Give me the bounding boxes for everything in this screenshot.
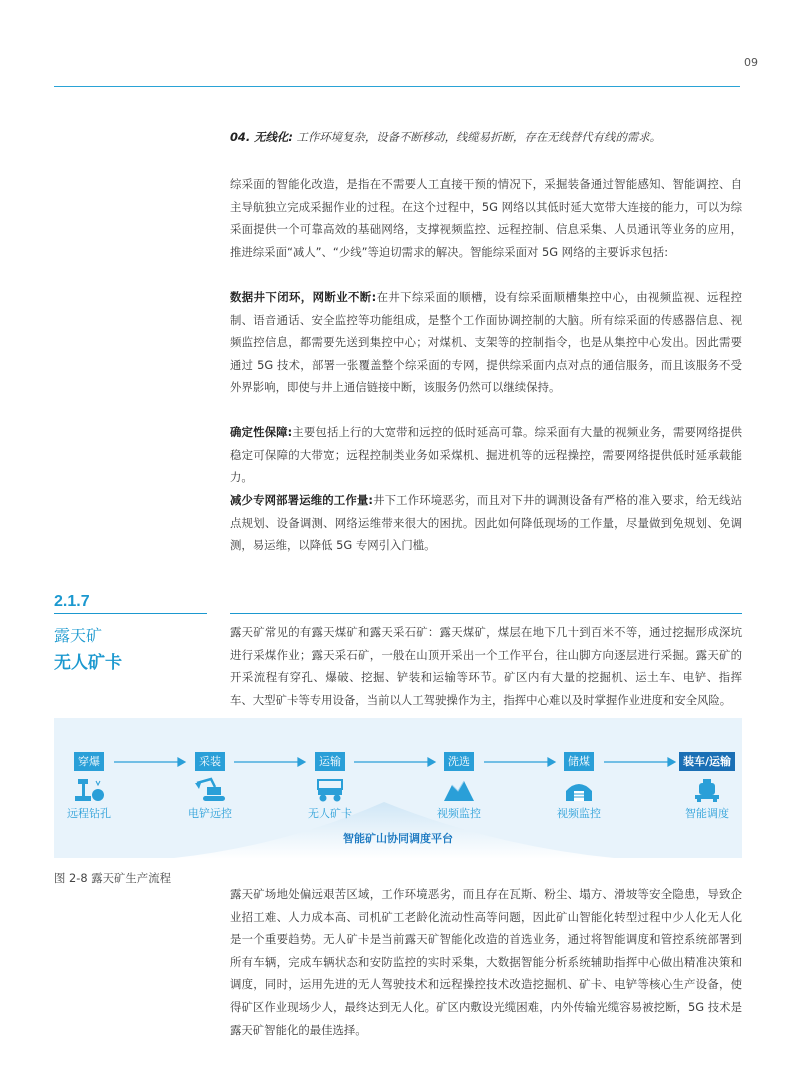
requirement-1-text: 在井下综采面的顺槽，设有综采面顺槽集控中心，由视频监视、远程控制、语音通话、安全监控等功能组成，是整个工作面协调控制的大脑。所有综采面的传感器信息、视频监控信息，都需要先送到集控中心；对煤机、支架等的控制指令，也是从集控中心发出。因此需要通过 5G 技术，部署一张覆盖整个综采面的专网，提供综采面内点对点的通信服务，而且该服务不受外界影响，即使与井上通信链接中断，该服务仍然可以继续保持。 (230, 290, 742, 395)
flow-step-transport (285, 750, 375, 821)
step-tag: 储煤 (564, 752, 594, 771)
figure-caption: 图 2-8 露天矿生产流程 (54, 871, 171, 885)
step-label: 无人矿卡 (308, 807, 352, 820)
requirement-3-label: 减少专网部署运维的工作量: (230, 493, 373, 507)
step-tag: 运输 (315, 752, 345, 771)
item-04 (230, 126, 742, 149)
requirement-1-label: 数据井下闭环，网断业不断: (230, 290, 377, 304)
step-tag: 穿爆 (74, 752, 104, 771)
requirement-2-label: 确定性保障: (230, 425, 293, 439)
requirement-3-text: 井下工作环境恶劣，而且对下井的调测设备有严格的准入要求，给无线站点规划、设备调测、网络运维带来很大的困扰。因此如何降低现场的工作量，尽量做到免规划、免调测，易运维，以降低 5G 专网引入门槛。 (230, 493, 742, 553)
mining-truck-icon (313, 777, 347, 803)
flow-step-shipping (662, 750, 742, 821)
section-title-line2: 无人矿卡 (54, 653, 122, 673)
flow-step-loading (165, 750, 255, 821)
step-tag: 装车/运输 (679, 752, 735, 771)
production-flow-diagram (54, 718, 742, 858)
requirement-3 (230, 489, 742, 557)
section-rule-left (54, 613, 207, 614)
step-label: 电铲远控 (188, 807, 232, 820)
step-tag: 采装 (195, 752, 225, 771)
excavator-icon (193, 777, 227, 803)
loader-icon (690, 777, 724, 803)
ore-pile-icon (442, 777, 476, 803)
requirement-1 (230, 286, 742, 399)
section-number: 2.1.7 (54, 593, 90, 610)
step-label: 远程钻孔 (67, 807, 111, 820)
section-title-line1: 露天矿 (54, 626, 103, 645)
storage-dome-icon (562, 777, 596, 803)
step-tag: 洗选 (444, 752, 474, 771)
platform-label: 智能矿山协同调度平台 (343, 832, 453, 845)
item-04-text: 工作环境复杂，设备不断移动，线缆易折断，存在无线替代有线的需求。 (296, 130, 662, 144)
open-pit-paragraph: 露天矿常见的有露天煤矿和露天采石矿：露天煤矿，煤层在地下几十到百米不等，通过挖掘形成深坑进行采煤作业；露天采石矿，一般在山顶开采出一个工作平台，往山脚方向逐层进行采掘。露天矿的开采流程有穿孔、爆破、挖掘、铲装和运输等环节。矿区内有大量的挖掘机、运土车、电铲、指挥车、大型矿卡等专用设备，当前以人工驾驶操作为主，指挥中心难以及时掌握作业进度和安全风险。 (230, 625, 742, 707)
closing-paragraph: 露天矿场地处偏远艰苦区域，工作环境恶劣，而且存在瓦斯、粉尘、塌方、滑坡等安全隐患，导致企业招工难、人力成本高、司机矿工老龄化流动性高等问题，因此矿山智能化转型过程中少人化无人化是一个重要趋势。无人矿卡是当前露天矿智能化改造的首选业务，通过将智能调度和管控系统部署到所有车辆，完成车辆状态和安防监控的实时采集，大数据智能分析系统辅助指挥中心做出精准决策和调度，同时，运用先进的无人驾驶技术和远程操控技术改造挖掘机、矿卡、电铲等核心生产设备，使得矿区作业现场少人，最终达到无人化。矿区内敷设光缆困难，内外传输光缆容易被挖断，5G 技术是露天矿智能化的最佳选择。 (230, 887, 742, 1037)
step-label: 视频监控 (437, 807, 481, 820)
section-rule-right (230, 613, 742, 614)
item-04-label: 04. 无线化: (230, 130, 293, 144)
flow-step-storage (534, 750, 624, 821)
step-label: 智能调度 (685, 807, 729, 820)
step-label: 视频监控 (557, 807, 601, 820)
drill-icon (72, 777, 106, 803)
page-number: 09 (744, 56, 758, 69)
requirement-2-text: 主要包括上行的大宽带和远控的低时延高可靠。综采面有大量的视频业务，需要网络提供稳定可保障的大带宽；远程控制类业务如采煤机、掘进机等的远程操控，需要网络提供低时延承载能力。 (230, 425, 742, 485)
flow-step-washing (414, 750, 504, 821)
flow-step-drilling (54, 750, 134, 821)
intro-paragraph: 综采面的智能化改造，是指在不需要人工直接干预的情况下，采掘装备通过智能感知、智能调控、自主导航独立完成采掘作业的过程。在这个过程中，5G 网络以其低时延大宽带大连接的能力，可以为综采面提供一个可靠高效的基础网络，支撑视频监控、远程控制、信息采集、人员通讯等业务的应用，推进综采面“减人”、“少线”等迫切需求的解决。智能综采面对 5G 网络的主要诉求包括: (230, 177, 742, 259)
requirement-2 (230, 421, 742, 489)
header-rule (54, 86, 740, 87)
